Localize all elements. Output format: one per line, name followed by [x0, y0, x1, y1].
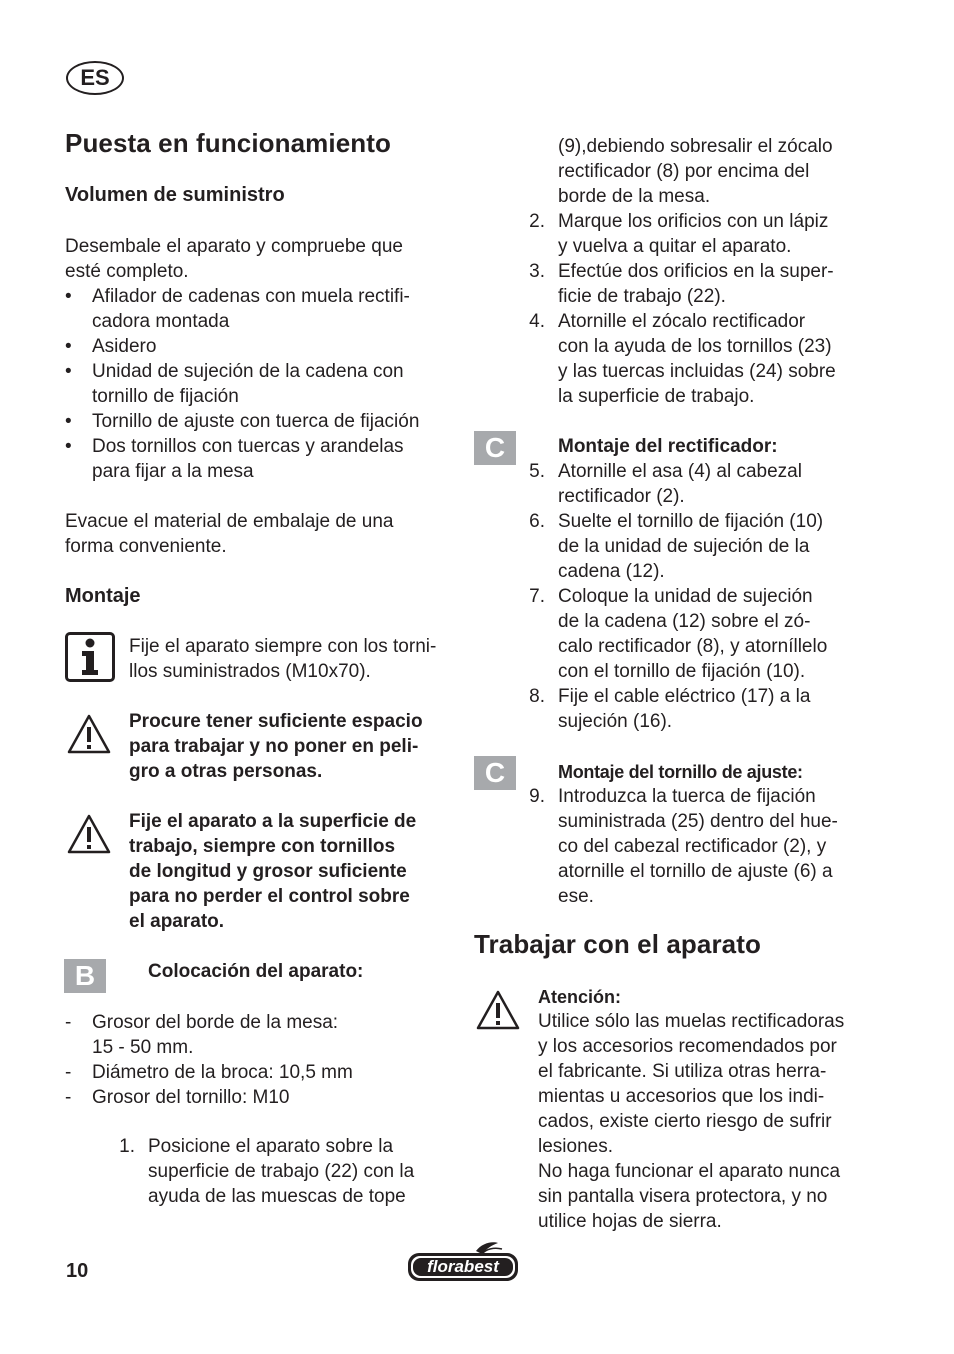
- step-list-5-8: [521, 459, 878, 734]
- list-item: 1. Posicione el aparato sobre la superficie de trabajo (22) con la ayuda de las muescas de tope: [119, 1136, 415, 1207]
- grinder-heading: Montaje del rectificador:: [558, 436, 778, 457]
- figure-label-c: C: [474, 431, 516, 465]
- attention-text: Utilice sólo las muelas rectificadoras y los accesorios recomendados por el fabricante. Si utiliza otras herra- mientas u accesorios que los indi- cados, existe cierto riesgo de sufrir lesiones. No haga funcionar el aparato nunca sin pantalla visera protectora, y no utilice hojas de sierra.: [538, 1011, 845, 1232]
- mount-heading: Montaje: [65, 585, 141, 607]
- list-item: 6. Suelte el tornillo de fijación (10) de la unidad de sujeción de la cadena (12).: [529, 511, 824, 582]
- warning-text-fixing: Fije el aparato a la superficie de trabajo, siempre con tornillos de longitud y grosor suficiente para no perder el control sobre el aparato.: [129, 811, 417, 932]
- list-item: - Grosor del tornillo: M10: [65, 1087, 290, 1108]
- warning-icon: [475, 989, 521, 1036]
- list-item: 2. Marque los orificios con un lápiz y vuelva a quitar el aparato.: [529, 211, 829, 257]
- supply-intro: Desembale el aparato y compruebe que esté completo.: [65, 236, 403, 282]
- florabest-logo: [406, 1241, 520, 1285]
- list-item: 8. Fije el cable eléctrico (17) a la sujeción (16).: [529, 686, 811, 732]
- language-badge: ES: [66, 61, 124, 95]
- list-item: • Tornillo de ajuste con tuerca de fijación: [65, 411, 420, 432]
- section-title-puesta: Puesta en funcionamiento: [65, 128, 392, 158]
- list-item: 3. Efectúe dos orificios en la super- ficie de trabajo (22).: [529, 261, 834, 307]
- step-list-9: [521, 784, 878, 909]
- supply-outro: Evacue el material de embalaje de una forma conveniente.: [65, 511, 394, 557]
- list-item: 5. Atornille el asa (4) al cabezal rectificador (2).: [529, 461, 802, 507]
- list-item: - Diámetro de la broca: 10,5 mm: [65, 1062, 353, 1083]
- step-1-continued: (9),debiendo sobresalir el zócalo rectificador (8) por encima del borde de la mesa.: [558, 136, 833, 207]
- supply-heading: Volumen de suministro: [65, 184, 285, 206]
- list-item: • Asidero: [65, 336, 157, 357]
- placement-heading: Colocación del aparato:: [148, 961, 364, 982]
- info-icon: [65, 632, 115, 682]
- supply-list: [65, 284, 465, 484]
- warning-icon: [66, 813, 112, 860]
- list-item: 9. Introduzca la tuerca de fijación suministrada (25) dentro del hue- co del cabezal rectificador (2), y atornille el tornillo de ajuste (6) a ese.: [529, 786, 838, 907]
- page-number: 10: [66, 1260, 89, 1282]
- warning-icon: [66, 713, 112, 760]
- specs-list: [65, 1010, 465, 1110]
- section-title-trabajar: Trabajar con el aparato: [474, 929, 761, 959]
- step-list-1: [111, 1134, 451, 1209]
- list-item: • Dos tornillos con tuercas y arandelas para fijar a la mesa: [65, 436, 404, 482]
- info-note: Fije el aparato siempre con los torni- llos suministrados (M10x70).: [129, 636, 437, 682]
- figure-label-c: C: [474, 756, 516, 790]
- figure-label-b: B: [64, 959, 106, 993]
- step-list-2-4: [521, 209, 878, 409]
- svg-text:florabest: florabest: [427, 1257, 499, 1276]
- list-item: • Afilador de cadenas con muela rectifi- cadora montada: [65, 286, 410, 332]
- adjust-heading: Montaje del tornillo de ajuste:: [558, 762, 803, 782]
- list-item: 7. Coloque la unidad de sujeción de la cadena (12) sobre el zó- calo rectificador (8), y atorníllelo con el tornillo de fijación (10).: [529, 586, 828, 682]
- list-item: • Unidad de sujeción de la cadena con tornillo de fijación: [65, 361, 404, 407]
- list-item: 4. Atornille el zócalo rectificador con la ayuda de los tornillos (23) y las tuercas incluidas (24) sobre la superficie de trabajo.: [529, 311, 836, 407]
- warning-text-space: Procure tener suficiente espacio para trabajar y no poner en peli- gro a otras personas.: [129, 711, 423, 782]
- attention-label: Atención:: [538, 987, 621, 1007]
- list-item: - Grosor del borde de la mesa: 15 - 50 mm.: [65, 1012, 339, 1058]
